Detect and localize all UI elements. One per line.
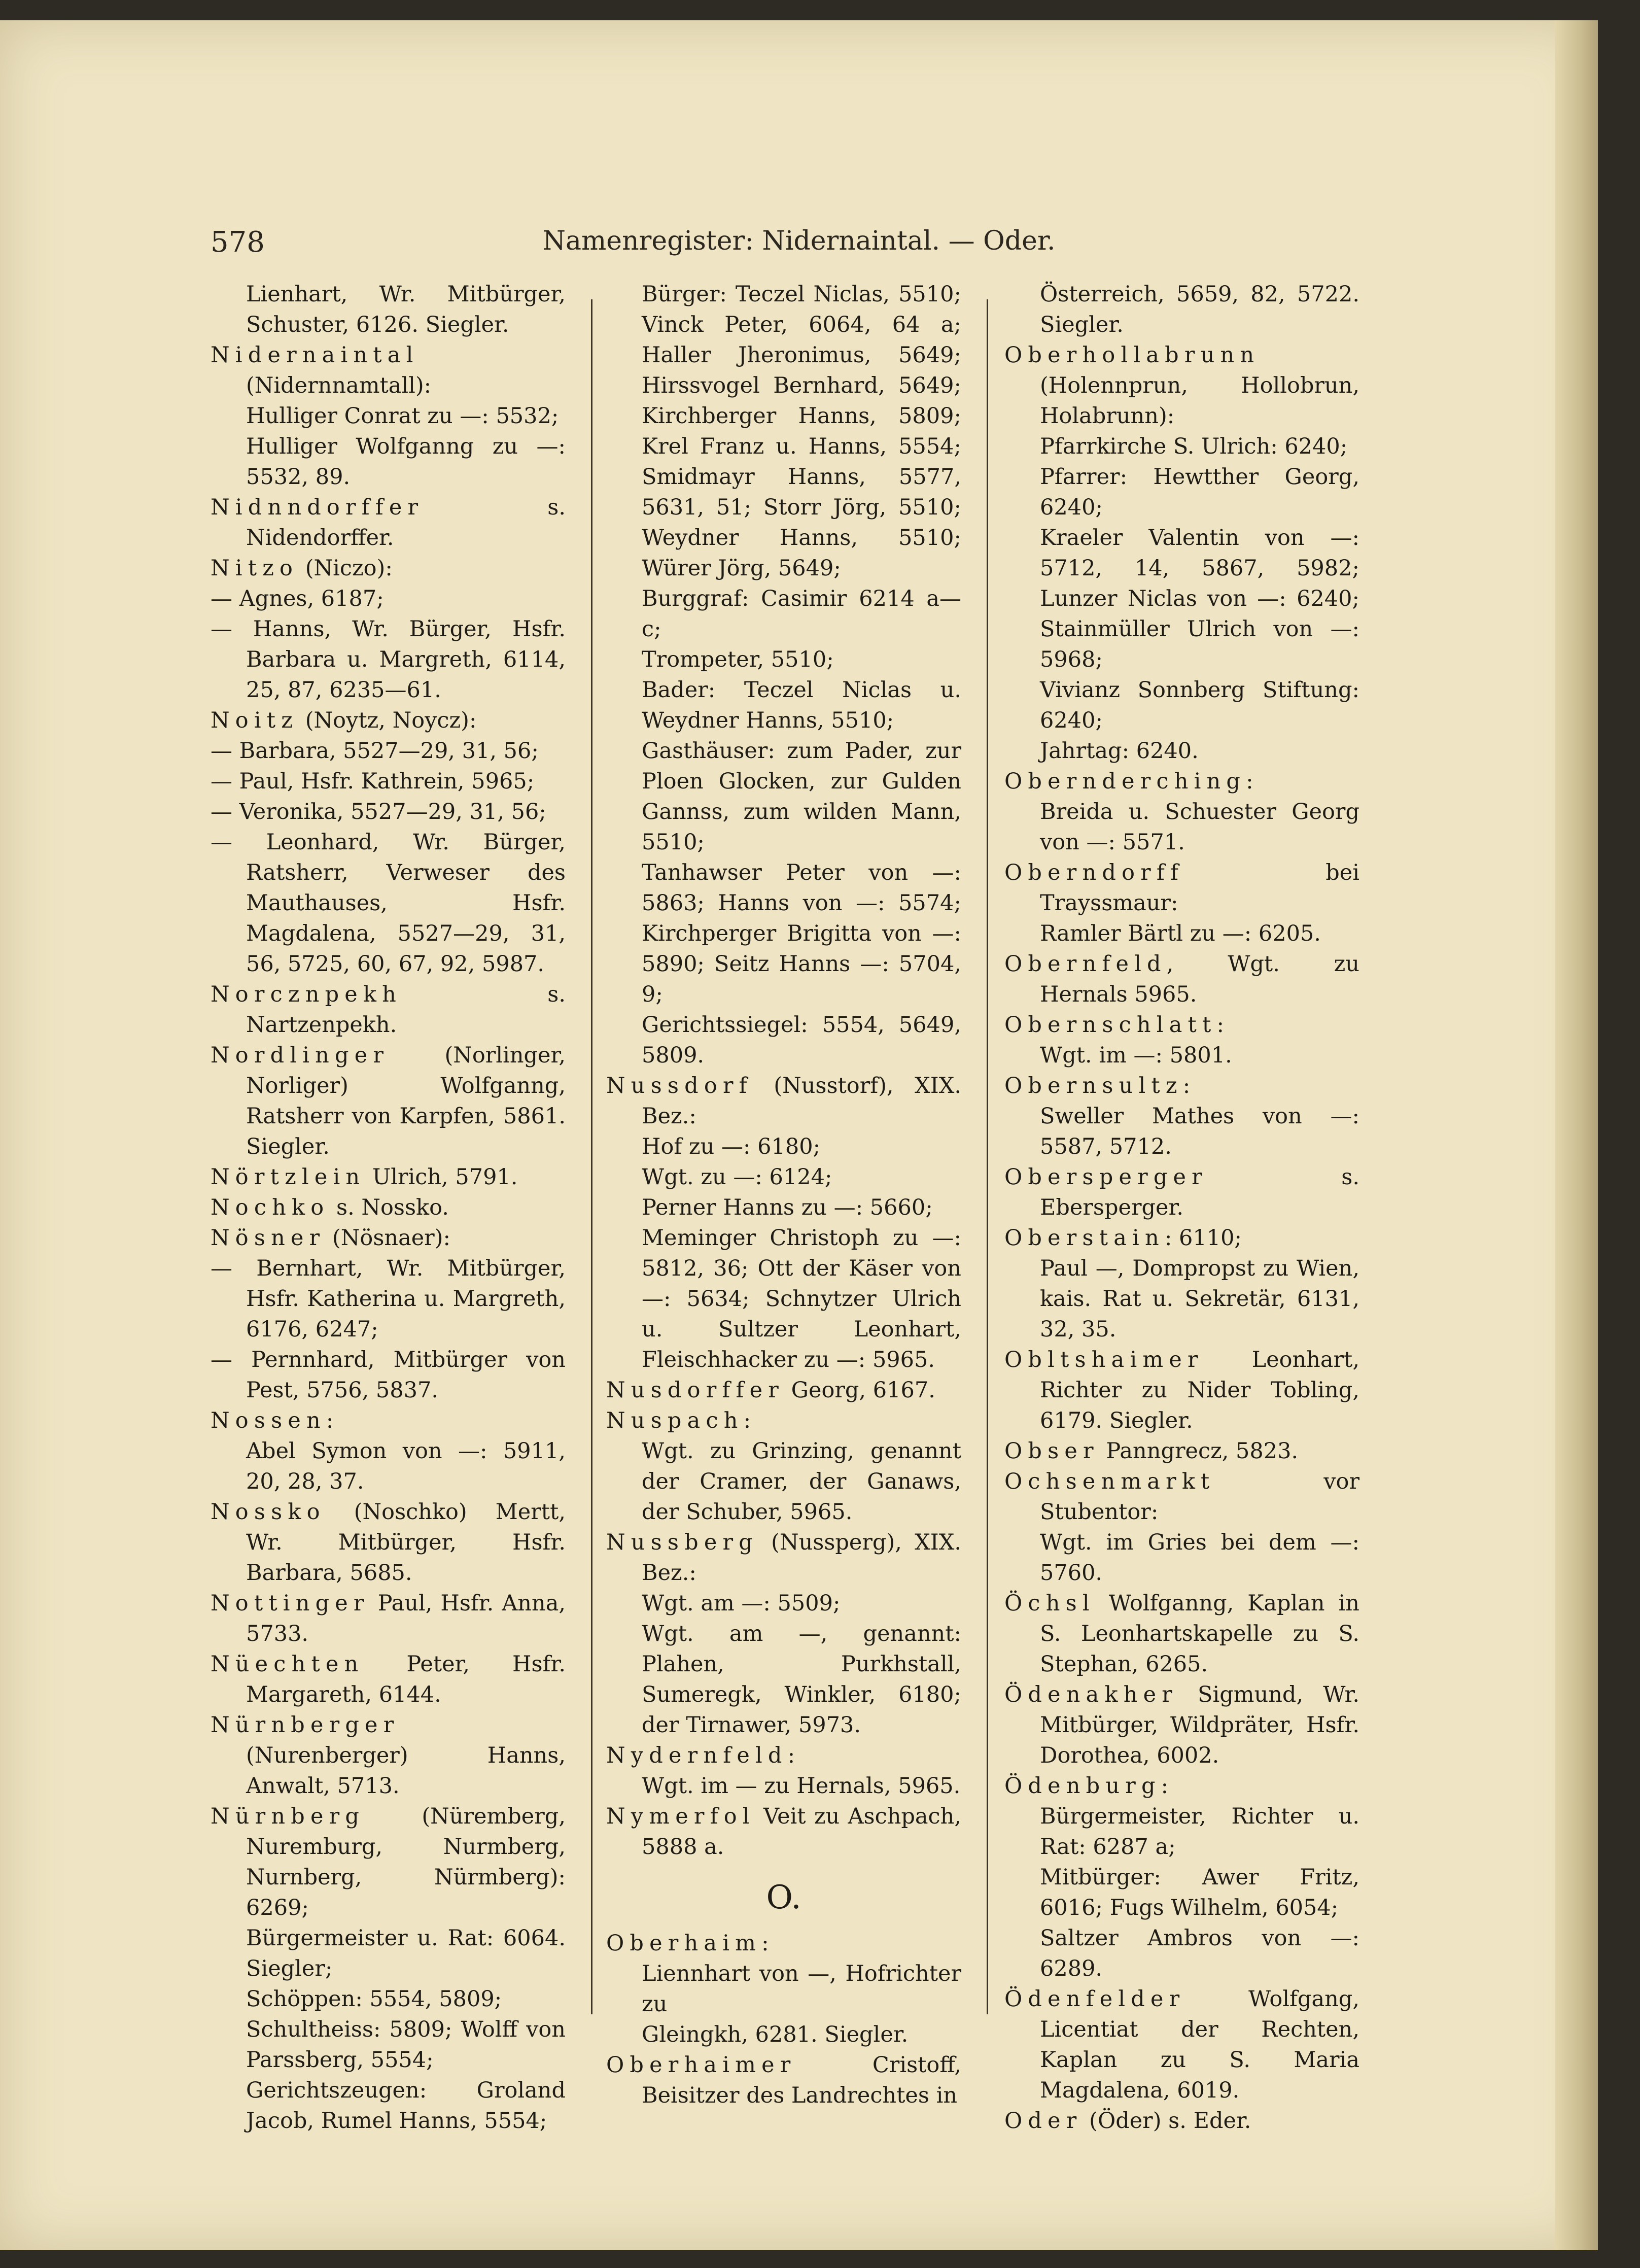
- entry-headword: Nydernfeld: [606, 1743, 788, 1768]
- index-column-3: [1004, 279, 1359, 2136]
- index-subentry: Wgt. am —: 5509;: [642, 1591, 841, 1616]
- index-entry: [211, 1405, 566, 1436]
- entry-text: :: [1246, 769, 1253, 794]
- index-entry: [211, 1649, 566, 1710]
- index-subentry: Pfarrer: Hewtther Georg, 6240;: [1040, 464, 1359, 520]
- entry-text: (Niczo):: [298, 556, 393, 581]
- index-subentry: Hof zu —: 6180;: [642, 1134, 821, 1159]
- entry-headword: Nidnndorffer: [211, 495, 424, 520]
- entry-headword: Obltshaimer: [1004, 1347, 1204, 1372]
- index-entry: [211, 1040, 566, 1162]
- index-column-2: [606, 279, 961, 2111]
- index-subentry: Gerichtssiegel: 5554, 5649, 5809.: [642, 1012, 961, 1068]
- index-subentry: Bader: Teczel Niclas u. Weydner Hanns, 5510;: [642, 677, 961, 733]
- index-entry: [211, 797, 566, 827]
- entry-text: : 6110;: [1164, 1225, 1242, 1251]
- index-subentry: Wgt. zu Grinzing, genannt der Cramer, der Ganaws, der Schuber, 5965.: [642, 1438, 961, 1525]
- entry-headword: Nottinger: [211, 1591, 370, 1616]
- index-column-1: [211, 279, 566, 2136]
- index-subentry: Wgt. am —, genannt: Plahen, Purkhstall, Sumeregk, Winkler, 6180; der Tirnawer, 5973.: [642, 1621, 961, 1738]
- entry-headword: Nordlinger: [211, 1043, 390, 1068]
- entry-headword: Nürnberg: [211, 1804, 365, 1829]
- entry-text: — Leonhard, Wr. Bürger, Ratsherr, Verweser des Mauthauses, Hsfr. Magdalena, 5527—29, 31, 56, 5725, 60, 67, 92, 5987.: [211, 830, 566, 977]
- page-spine-edge: [1555, 20, 1598, 2250]
- index-subentry: Wgt. zu —: 6124;: [642, 1164, 832, 1190]
- index-entry: [1004, 1223, 1359, 1253]
- entry-headword: Nitzo: [211, 556, 299, 581]
- column-divider: [591, 299, 592, 2014]
- index-entry: [1004, 1984, 1359, 2106]
- index-subentry: Perner Hanns zu —: 5660;: [642, 1195, 933, 1220]
- entry-headword: Obernschlatt: [1004, 1012, 1217, 1038]
- entry-headword: Nörtzlein: [211, 1164, 366, 1190]
- entry-text: :: [787, 1743, 795, 1768]
- entry-headword: Obser: [1004, 1438, 1099, 1464]
- index-subentry: Österreich, 5659, 82, 5722. Siegler.: [1040, 282, 1359, 337]
- entry-text: Wolfganng, Kaplan in S. Leonhartskapelle zu S. Stephan, 6265.: [1040, 1591, 1359, 1677]
- index-entry: [211, 553, 566, 583]
- entry-text: Paul, Hsfr. Anna, 5733.: [246, 1591, 566, 1646]
- entry-headword: Nymerfol: [606, 1804, 755, 1829]
- index-entry: [211, 1223, 566, 1253]
- index-entry: [1004, 1345, 1359, 1436]
- index-entry: [211, 827, 566, 979]
- index-entry: [606, 1801, 961, 1862]
- entry-text: :: [743, 1408, 751, 1433]
- entry-text: , Wgt. zu Hernals 5965.: [1040, 951, 1359, 1007]
- entry-text: (Norlinger, Norliger) Wolfganng, Ratsherr von Karpfen, 5861. Siegler.: [246, 1043, 566, 1159]
- entry-headword: Nussdorf: [606, 1073, 753, 1098]
- index-entry: [1004, 340, 1359, 431]
- index-entry: [1004, 949, 1359, 1010]
- entry-headword: Obernderching: [1004, 769, 1246, 794]
- index-subentry: Liennhart von —, Hofrichter zu: [642, 1961, 961, 2017]
- index-subentry: Burggraf: Casimir 6214 a—c;: [642, 586, 961, 642]
- index-entry: [211, 705, 566, 736]
- entry-text: :: [1216, 1012, 1224, 1038]
- entry-text: (Öder) s. Eder.: [1082, 2108, 1251, 2134]
- entry-text: s. Nossko.: [329, 1195, 449, 1220]
- entry-headword: Nidernaintal: [211, 342, 419, 368]
- entry-headword: Nossko: [211, 1499, 326, 1525]
- entry-headword: Oberhaim: [606, 1931, 762, 1956]
- index-subentry: Paul —, Dompropst zu Wien, kais. Rat u. Sekretär, 6131, 32, 35.: [1040, 1256, 1359, 1342]
- entry-headword: Nüechten: [211, 1652, 364, 1677]
- entry-headword: Obernsultz: [1004, 1073, 1183, 1098]
- index-subentry: Gasthäuser: zum Pader, zur Ploen Glocken, zur Gulden Gannss, zum wilden Mann, 5510;: [642, 738, 961, 855]
- entry-text: Ulrich, 5791.: [365, 1164, 518, 1190]
- index-entry: [606, 1375, 961, 1405]
- index-subentry: Bürgermeister u. Rat: 6064. Siegler;: [246, 1926, 566, 1981]
- index-subentry: Hulliger Conrat zu —: 5532;: [246, 403, 559, 429]
- index-subentry: Breida u. Schuester Georg von —: 5571.: [1040, 799, 1359, 855]
- index-entry: [211, 1162, 566, 1192]
- entry-headword: Nossen: [211, 1408, 326, 1433]
- entry-text: — Paul, Hsfr. Kathrein, 5965;: [211, 769, 535, 794]
- index-entry: [1004, 1071, 1359, 1101]
- index-entry: [211, 736, 566, 766]
- entry-headword: Nusdorffer: [606, 1378, 784, 1403]
- index-entry: [211, 1710, 566, 1801]
- index-entry: [211, 979, 566, 1040]
- entry-text: (Nusstorf), XIX. Bez.:: [642, 1073, 961, 1129]
- index-subentry: Wgt. im —: 5801.: [1040, 1043, 1232, 1068]
- entry-text: :: [1182, 1073, 1191, 1098]
- index-subentry: Schultheiss: 5809; Wolff von Parssberg, 5554;: [246, 2017, 566, 2073]
- entry-text: Veit zu Aschpach, 5888 a.: [642, 1804, 961, 1860]
- entry-headword: Oberhaimer: [606, 2052, 796, 2078]
- entry-headword: Ödenfelder: [1004, 1986, 1185, 2012]
- index-subentry: Kraeler Valentin von —: 5712, 14, 5867, 5982; Lunzer Niclas von —: 6240; Stainmüller Ulrich von —: 5968;: [1040, 525, 1359, 672]
- index-entry: [606, 1928, 961, 1958]
- index-subentry: Lienhart, Wr. Mitbürger, Schuster, 6126. Siegler.: [246, 282, 566, 337]
- column-divider: [987, 299, 988, 2014]
- entry-text: — Barbara, 5527—29, 31, 56;: [211, 738, 539, 764]
- entry-text: :: [1161, 1773, 1169, 1799]
- entry-headword: Öchsl: [1004, 1591, 1095, 1616]
- entry-text: Wolfgang, Licentiat der Rechten, Kaplan zu S. Maria Magdalena, 6019.: [1040, 1986, 1359, 2103]
- index-subentry: Meminger Christoph zu —: 5812, 36; Ott der Käser von —: 5634; Schnytzer Ulrich u. Sultzer Leonhart, Fleischhacker zu —: 5965.: [642, 1225, 961, 1372]
- index-entry: [211, 1253, 566, 1345]
- index-subentry: Jahrtag: 6240.: [1040, 738, 1199, 764]
- index-subentry: Gleingkh, 6281. Siegler.: [642, 2022, 909, 2047]
- entry-headword: Oberhollabrunn: [1004, 342, 1260, 368]
- entry-text: Sigmund, Wr. Mitbürger, Wildpräter, Hsfr. Dorothea, 6002.: [1040, 1682, 1359, 1768]
- entry-text: Cristoff, Beisitzer des Landrechtes in: [642, 2052, 961, 2108]
- entry-text: (Noschko) Mertt, Wr. Mitbürger, Hsfr. Barbara, 5685.: [246, 1499, 566, 1586]
- entry-text: s. Nidendorffer.: [246, 495, 566, 551]
- index-entry: [1004, 1162, 1359, 1223]
- entry-text: s. Nartzenpekh.: [246, 982, 566, 1038]
- index-subentry: Gerichtszeugen: Groland Jacob, Rumel Hanns, 5554;: [246, 2078, 566, 2134]
- index-subentry: Bürgermeister, Richter u. Rat: 6287 a;: [1040, 1804, 1359, 1860]
- index-subentry: Wgt. im — zu Hernals, 5965.: [642, 1773, 961, 1799]
- index-subentry: Trompeter, 5510;: [642, 647, 834, 672]
- index-subentry: Ramler Bärtl zu —: 6205.: [1040, 921, 1321, 946]
- index-entry: [211, 340, 566, 401]
- entry-text: — Veronika, 5527—29, 31, 56;: [211, 799, 546, 824]
- entry-headword: Nösner: [211, 1225, 326, 1251]
- index-entry: [606, 1071, 961, 1131]
- entry-text: (Holennprun, Hollobrun, Holabrunn):: [1040, 373, 1359, 429]
- entry-text: (Nüremberg, Nuremburg, Nurmberg, Nurnberg, Nürmberg): 6269;: [246, 1804, 566, 1920]
- index-subentry: Schöppen: 5554, 5809;: [246, 1986, 502, 2012]
- entry-text: :: [761, 1931, 769, 1956]
- index-entry: [1004, 766, 1359, 797]
- index-entry: [1004, 1010, 1359, 1040]
- entry-text: Georg, 6167.: [784, 1378, 935, 1403]
- index-subentry: Pfarrkirche S. Ulrich: 6240;: [1040, 434, 1348, 459]
- index-entry: [606, 2050, 961, 2111]
- index-subentry: Wgt. im Gries bei dem —: 5760.: [1040, 1530, 1359, 1586]
- entry-headword: Obernfeld: [1004, 951, 1167, 977]
- index-entry: [1004, 2106, 1359, 2136]
- entry-text: bei Trayssmaur:: [1040, 860, 1359, 916]
- entry-text: (Nidernnamtall):: [246, 373, 432, 398]
- entry-headword: Nochko: [211, 1195, 330, 1220]
- index-subentry: Bürger: Teczel Niclas, 5510; Vinck Peter, 6064, 64 a; Haller Jheronimus, 5649; Hirssvogel Bernhard, 5649; Kirchberger Hanns, 5809; Krel Franz u. Hanns, 5554; Smidmayr Hanns, 5577, 5631, 51; Storr Jörg, 5510; Weydner Hanns, 5510; Würer Jörg, 5649;: [642, 282, 961, 581]
- entry-text: (Nurenberger) Hanns, Anwalt, 5713.: [246, 1743, 566, 1799]
- entry-headword: Oder: [1004, 2108, 1083, 2134]
- index-entry: [1004, 1436, 1359, 1466]
- entry-text: Panngrecz, 5823.: [1099, 1438, 1299, 1464]
- entry-text: — Agnes, 6187;: [211, 586, 384, 611]
- index-entry: [211, 766, 566, 797]
- entry-headword: Norcznpekh: [211, 982, 402, 1007]
- index-entry: [211, 1345, 566, 1405]
- index-entry: [1004, 857, 1359, 918]
- book-page: [0, 20, 1598, 2250]
- index-entry: [211, 1801, 566, 1923]
- entry-headword: Ödenakher: [1004, 1682, 1178, 1707]
- index-entry: [211, 583, 566, 614]
- index-entry: [606, 1740, 961, 1771]
- entry-text: (Noytz, Noycz):: [298, 708, 477, 733]
- entry-headword: Ödenburg: [1004, 1773, 1161, 1799]
- index-entry: [211, 614, 566, 705]
- index-subentry: Vivianz Sonnberg Stiftung: 6240;: [1040, 677, 1359, 733]
- running-title: Namenregister: Nidernaintal. — Oder.: [542, 226, 1056, 256]
- page-header: [0, 221, 1598, 266]
- entry-text: Leonhart, Richter zu Nider Tobling, 6179. Siegler.: [1040, 1347, 1359, 1433]
- entry-headword: Ochsenmarkt: [1004, 1469, 1215, 1494]
- index-entry: [606, 1405, 961, 1436]
- index-entry: [1004, 1771, 1359, 1801]
- entry-text: s. Ebersperger.: [1040, 1164, 1359, 1220]
- index-subentry: Saltzer Ambros von —: 6289.: [1040, 1926, 1359, 1981]
- index-subentry: Sweller Mathes von —: 5587, 5712.: [1040, 1104, 1359, 1159]
- index-entry: [211, 492, 566, 553]
- entry-headword: Nürnberger: [211, 1712, 400, 1738]
- index-subentry: Tanhawser Peter von —: 5863; Hanns von —: 5574; Kirchperger Brigitta von —: 5890; Seitz Hanns —: 5704, 9;: [642, 860, 961, 1007]
- index-subentry: Abel Symon von —: 5911, 20, 28, 37.: [246, 1438, 566, 1494]
- entry-headword: Noitz: [211, 708, 299, 733]
- index-subentry: Hulliger Wolfganng zu —: 5532, 89.: [246, 434, 566, 490]
- section-letter: O.: [766, 1879, 801, 1916]
- entry-text: — Bernhart, Wr. Mitbürger, Hsfr. Katherina u. Margreth, 6176, 6247;: [211, 1256, 566, 1342]
- entry-headword: Oberndorff: [1004, 860, 1184, 885]
- entry-text: — Pernnhard, Mitbürger von Pest, 5756, 5837.: [211, 1347, 566, 1403]
- entry-text: — Hanns, Wr. Bürger, Hsfr. Barbara u. Margreth, 6114, 25, 87, 6235—61.: [211, 616, 566, 703]
- entry-text: (Nösnaer):: [325, 1225, 450, 1251]
- entry-text: Peter, Hsfr. Margareth, 6144.: [246, 1652, 566, 1707]
- index-subentry: Mitbürger: Awer Fritz, 6016; Fugs Wilhelm, 6054;: [1040, 1865, 1359, 1920]
- index-entry: [1004, 1466, 1359, 1527]
- index-entry: [211, 1192, 566, 1223]
- entry-headword: Obersperger: [1004, 1164, 1208, 1190]
- entry-headword: Nuspach: [606, 1408, 744, 1433]
- index-entry: [606, 1527, 961, 1588]
- entry-headword: Oberstain: [1004, 1225, 1165, 1251]
- page-number: 578: [211, 226, 265, 259]
- entry-text: vor Stubentor:: [1040, 1469, 1359, 1525]
- index-entry: [1004, 1588, 1359, 1679]
- entry-text: (Nussperg), XIX. Bez.:: [642, 1530, 961, 1586]
- entry-headword: Nussberg: [606, 1530, 758, 1555]
- index-entry: [211, 1588, 566, 1649]
- entry-text: :: [326, 1408, 334, 1433]
- index-entry: [211, 1497, 566, 1588]
- index-entry: [1004, 1679, 1359, 1771]
